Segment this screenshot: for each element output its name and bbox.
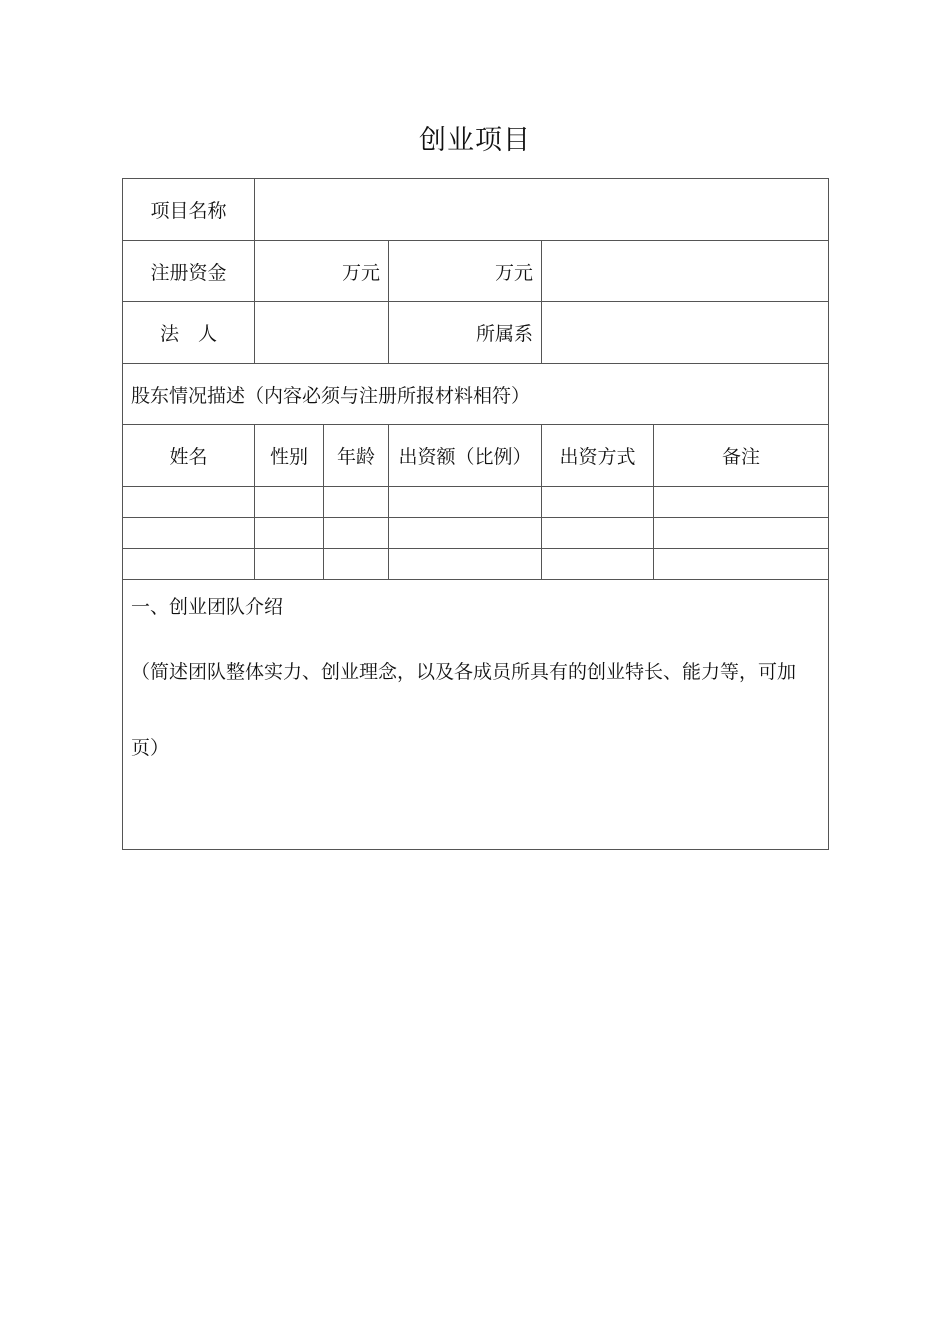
team-heading: 一、创业团队介绍 bbox=[131, 596, 284, 618]
capital-field-2[interactable] bbox=[389, 241, 542, 302]
department-label: 所属系 bbox=[389, 302, 542, 364]
team-note: （简述团队整体实力、创业理念，以及各成员所具有的创业特长、能力等，可加页） bbox=[131, 661, 797, 759]
registered-capital-label: 注册资金 bbox=[123, 241, 255, 302]
cell-name[interactable] bbox=[123, 518, 255, 549]
header-age: 年龄 bbox=[324, 425, 389, 487]
cell-remarks[interactable] bbox=[654, 487, 829, 518]
table-row bbox=[123, 487, 829, 518]
cell-name[interactable] bbox=[123, 549, 255, 580]
cell-investment[interactable] bbox=[389, 487, 542, 518]
department-field[interactable] bbox=[542, 302, 829, 364]
capital-unit-2: 万元 bbox=[494, 261, 533, 284]
page-title: 创业项目 bbox=[419, 125, 531, 156]
cell-age[interactable] bbox=[324, 549, 389, 580]
table-row bbox=[123, 549, 829, 580]
cell-age[interactable] bbox=[324, 487, 389, 518]
cell-investment[interactable] bbox=[389, 518, 542, 549]
header-method: 出资方式 bbox=[542, 425, 654, 487]
cell-investment[interactable] bbox=[389, 549, 542, 580]
cell-gender[interactable] bbox=[255, 518, 324, 549]
cell-name[interactable] bbox=[123, 487, 255, 518]
legal-person-label: 法 人 bbox=[123, 302, 255, 364]
cell-gender[interactable] bbox=[255, 487, 324, 518]
project-name-label: 项目名称 bbox=[123, 179, 255, 241]
team-intro-section[interactable] bbox=[123, 580, 829, 850]
project-name-field[interactable] bbox=[255, 179, 829, 241]
cell-gender[interactable] bbox=[255, 549, 324, 580]
table-row bbox=[123, 518, 829, 549]
header-gender: 性别 bbox=[255, 425, 324, 487]
header-investment: 出资额（比例） bbox=[389, 425, 542, 487]
cell-age[interactable] bbox=[324, 518, 389, 549]
header-name: 姓名 bbox=[123, 425, 255, 487]
cell-method[interactable] bbox=[542, 518, 654, 549]
capital-unit-1: 万元 bbox=[341, 261, 380, 284]
project-form bbox=[122, 178, 829, 850]
header-remarks: 备注 bbox=[654, 425, 829, 487]
capital-field-1[interactable] bbox=[255, 241, 389, 302]
cell-remarks[interactable] bbox=[654, 518, 829, 549]
cell-method[interactable] bbox=[542, 549, 654, 580]
cell-remarks[interactable] bbox=[654, 549, 829, 580]
cell-method[interactable] bbox=[542, 487, 654, 518]
shareholder-description: 股东情况描述（内容必须与注册所报材料相符） bbox=[123, 364, 829, 425]
capital-extra-field[interactable] bbox=[542, 241, 829, 302]
legal-person-field[interactable] bbox=[255, 302, 389, 364]
